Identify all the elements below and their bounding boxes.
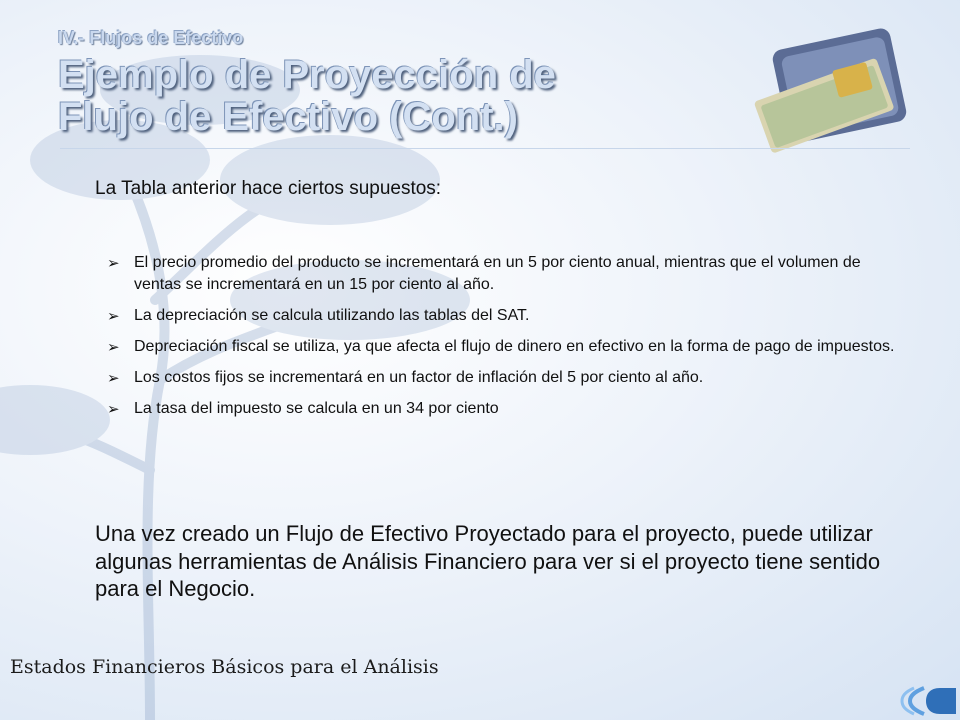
arrow-bullet-icon: ➢ (107, 401, 120, 418)
list-item: ➢ Los costos fijos se incrementará en un factor de inflación del 5 por ciento al año. (107, 367, 897, 389)
previous-slide-icon[interactable] (900, 684, 956, 718)
closing-paragraph: Una vez creado un Flujo de Efectivo Proyectado para el proyecto, puede utilizar algunas herramientas de Análisis Financiero para ver si el proyecto tiene sentido para el Negocio. (95, 521, 881, 601)
money-wallet-image (740, 18, 930, 158)
list-item: ➢ La depreciación se calcula utilizando las tablas del SAT. (107, 305, 897, 327)
intro-text: La Tabla anterior hace ciertos supuestos: (95, 178, 442, 199)
arrow-bullet-icon: ➢ (107, 255, 120, 272)
arrow-bullet-icon: ➢ (107, 370, 120, 387)
title-line-2: Flujo de Efectivo (Cont.) (58, 95, 518, 139)
list-item: ➢ Depreciación fiscal se utiliza, ya que afecta el flujo de dinero en efectivo en la forma de pago de impuestos. (107, 336, 897, 358)
section-title: IV.- Flujos de Efectivo (58, 28, 244, 48)
assumptions-list (107, 252, 897, 429)
list-item: ➢ El precio promedio del producto se incrementará en un 5 por ciento anual, mientras que el volumen de ventas se incrementará en un 15 por ciento al año. (107, 254, 861, 293)
page-title (58, 54, 556, 138)
footer-text: Estados Financieros Básicos para el Análisis (10, 656, 439, 678)
arrow-bullet-icon: ➢ (107, 339, 120, 356)
arrow-bullet-icon: ➢ (107, 308, 120, 325)
header-divider (60, 148, 910, 149)
title-line-1: Ejemplo de Proyección de (58, 53, 556, 97)
list-item: ➢ La tasa del impuesto se calcula en un 34 por ciento (107, 398, 897, 420)
